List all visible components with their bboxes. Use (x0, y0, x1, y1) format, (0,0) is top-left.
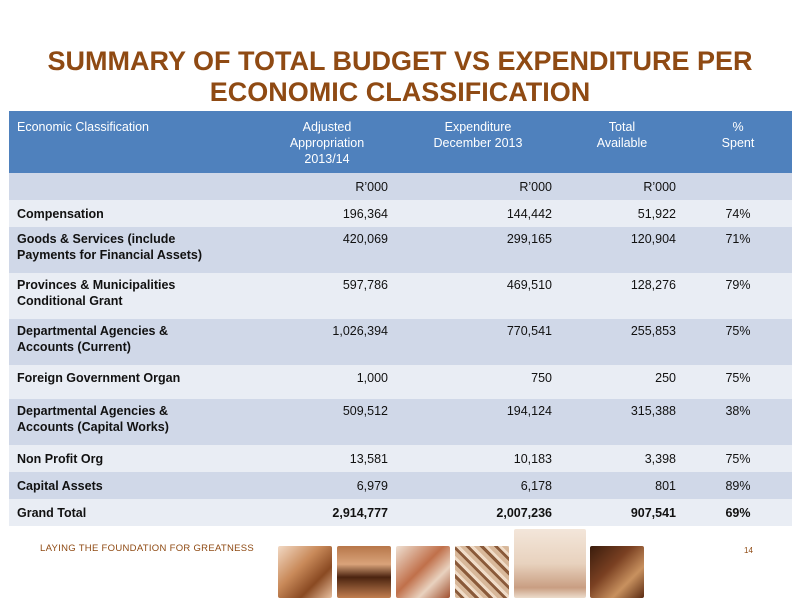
row-pct: 75% (684, 319, 792, 365)
row-adjusted: 1,000 (258, 365, 396, 399)
row-label: Non Profit Org (9, 445, 258, 472)
grand-total-pct: 69% (684, 499, 792, 526)
row-adjusted: 597,786 (258, 273, 396, 319)
row-adjusted: 420,069 (258, 227, 396, 273)
header-expenditure: Expenditure December 2013 (396, 111, 560, 173)
footer-photo-saxophone (590, 546, 644, 598)
row-label: Foreign Government Organ (9, 365, 258, 399)
row-expenditure: 770,541 (396, 319, 560, 365)
header-total-available: Total Available (560, 111, 684, 173)
row-expenditure: 10,183 (396, 445, 560, 472)
row-total: 801 (560, 472, 684, 499)
row-total: 51,922 (560, 200, 684, 227)
grand-total-total: 907,541 (560, 499, 684, 526)
table-row (9, 319, 792, 365)
header-adjusted: Adjusted Appropriation 2013/14 (258, 111, 396, 173)
table-row (9, 365, 792, 399)
row-total: 3,398 (560, 445, 684, 472)
table-row (9, 445, 792, 472)
row-expenditure: 194,124 (396, 399, 560, 445)
row-adjusted: 13,581 (258, 445, 396, 472)
table-row (9, 399, 792, 445)
row-label: Departmental Agencies & Accounts (Current) (9, 319, 258, 365)
row-expenditure: 750 (396, 365, 560, 399)
row-adjusted: 509,512 (258, 399, 396, 445)
row-total: 128,276 (560, 273, 684, 319)
row-label: Provinces & Municipalities Conditional Grant (9, 273, 258, 319)
row-total: 255,853 (560, 319, 684, 365)
row-label: Departmental Agencies & Accounts (Capital Works) (9, 399, 258, 445)
slide-title (0, 46, 800, 108)
slide-title-line2: ECONOMIC CLASSIFICATION (209, 77, 591, 107)
row-pct: 79% (684, 273, 792, 319)
grand-total-label: Grand Total (9, 499, 258, 526)
row-expenditure: 469,510 (396, 273, 560, 319)
page-number: 14 (744, 546, 753, 555)
row-total: 315,388 (560, 399, 684, 445)
footer-photo-film (396, 546, 450, 598)
grand-total-adjusted: 2,914,777 (258, 499, 396, 526)
unit-total: R’000 (560, 173, 684, 200)
row-adjusted: 196,364 (258, 200, 396, 227)
row-label: Goods & Services (include Payments for Financial Assets) (9, 227, 258, 273)
row-label: Compensation (9, 200, 258, 227)
row-total: 120,904 (560, 227, 684, 273)
row-pct: 89% (684, 472, 792, 499)
row-pct: 74% (684, 200, 792, 227)
table-header-row (9, 111, 792, 173)
row-adjusted: 6,979 (258, 472, 396, 499)
row-pct: 38% (684, 399, 792, 445)
row-total: 250 (560, 365, 684, 399)
unit-expenditure: R’000 (396, 173, 560, 200)
units-row (9, 173, 792, 200)
budget-table (9, 111, 792, 526)
table-row (9, 472, 792, 499)
row-adjusted: 1,026,394 (258, 319, 396, 365)
footer-photo-pattern (455, 546, 509, 598)
unit-adjusted: R’000 (258, 173, 396, 200)
row-expenditure: 6,178 (396, 472, 560, 499)
table-row (9, 227, 792, 273)
grand-total-row (9, 499, 792, 526)
row-expenditure: 144,442 (396, 200, 560, 227)
slide-title-line1: SUMMARY OF TOTAL BUDGET VS EXPENDITURE PER (47, 46, 753, 76)
row-pct: 75% (684, 445, 792, 472)
footer-photo-ballet (514, 529, 586, 598)
table-row (9, 273, 792, 319)
header-classification: Economic Classification (9, 111, 258, 173)
footer-tagline: LAYING THE FOUNDATION FOR GREATNESS (40, 543, 255, 554)
table-row (9, 200, 792, 227)
footer-photo-dancers (337, 546, 391, 598)
row-pct: 71% (684, 227, 792, 273)
row-label: Capital Assets (9, 472, 258, 499)
footer-photo-hands (278, 546, 332, 598)
row-expenditure: 299,165 (396, 227, 560, 273)
grand-total-expenditure: 2,007,236 (396, 499, 560, 526)
header-pct-spent: % Spent (684, 111, 792, 173)
row-pct: 75% (684, 365, 792, 399)
